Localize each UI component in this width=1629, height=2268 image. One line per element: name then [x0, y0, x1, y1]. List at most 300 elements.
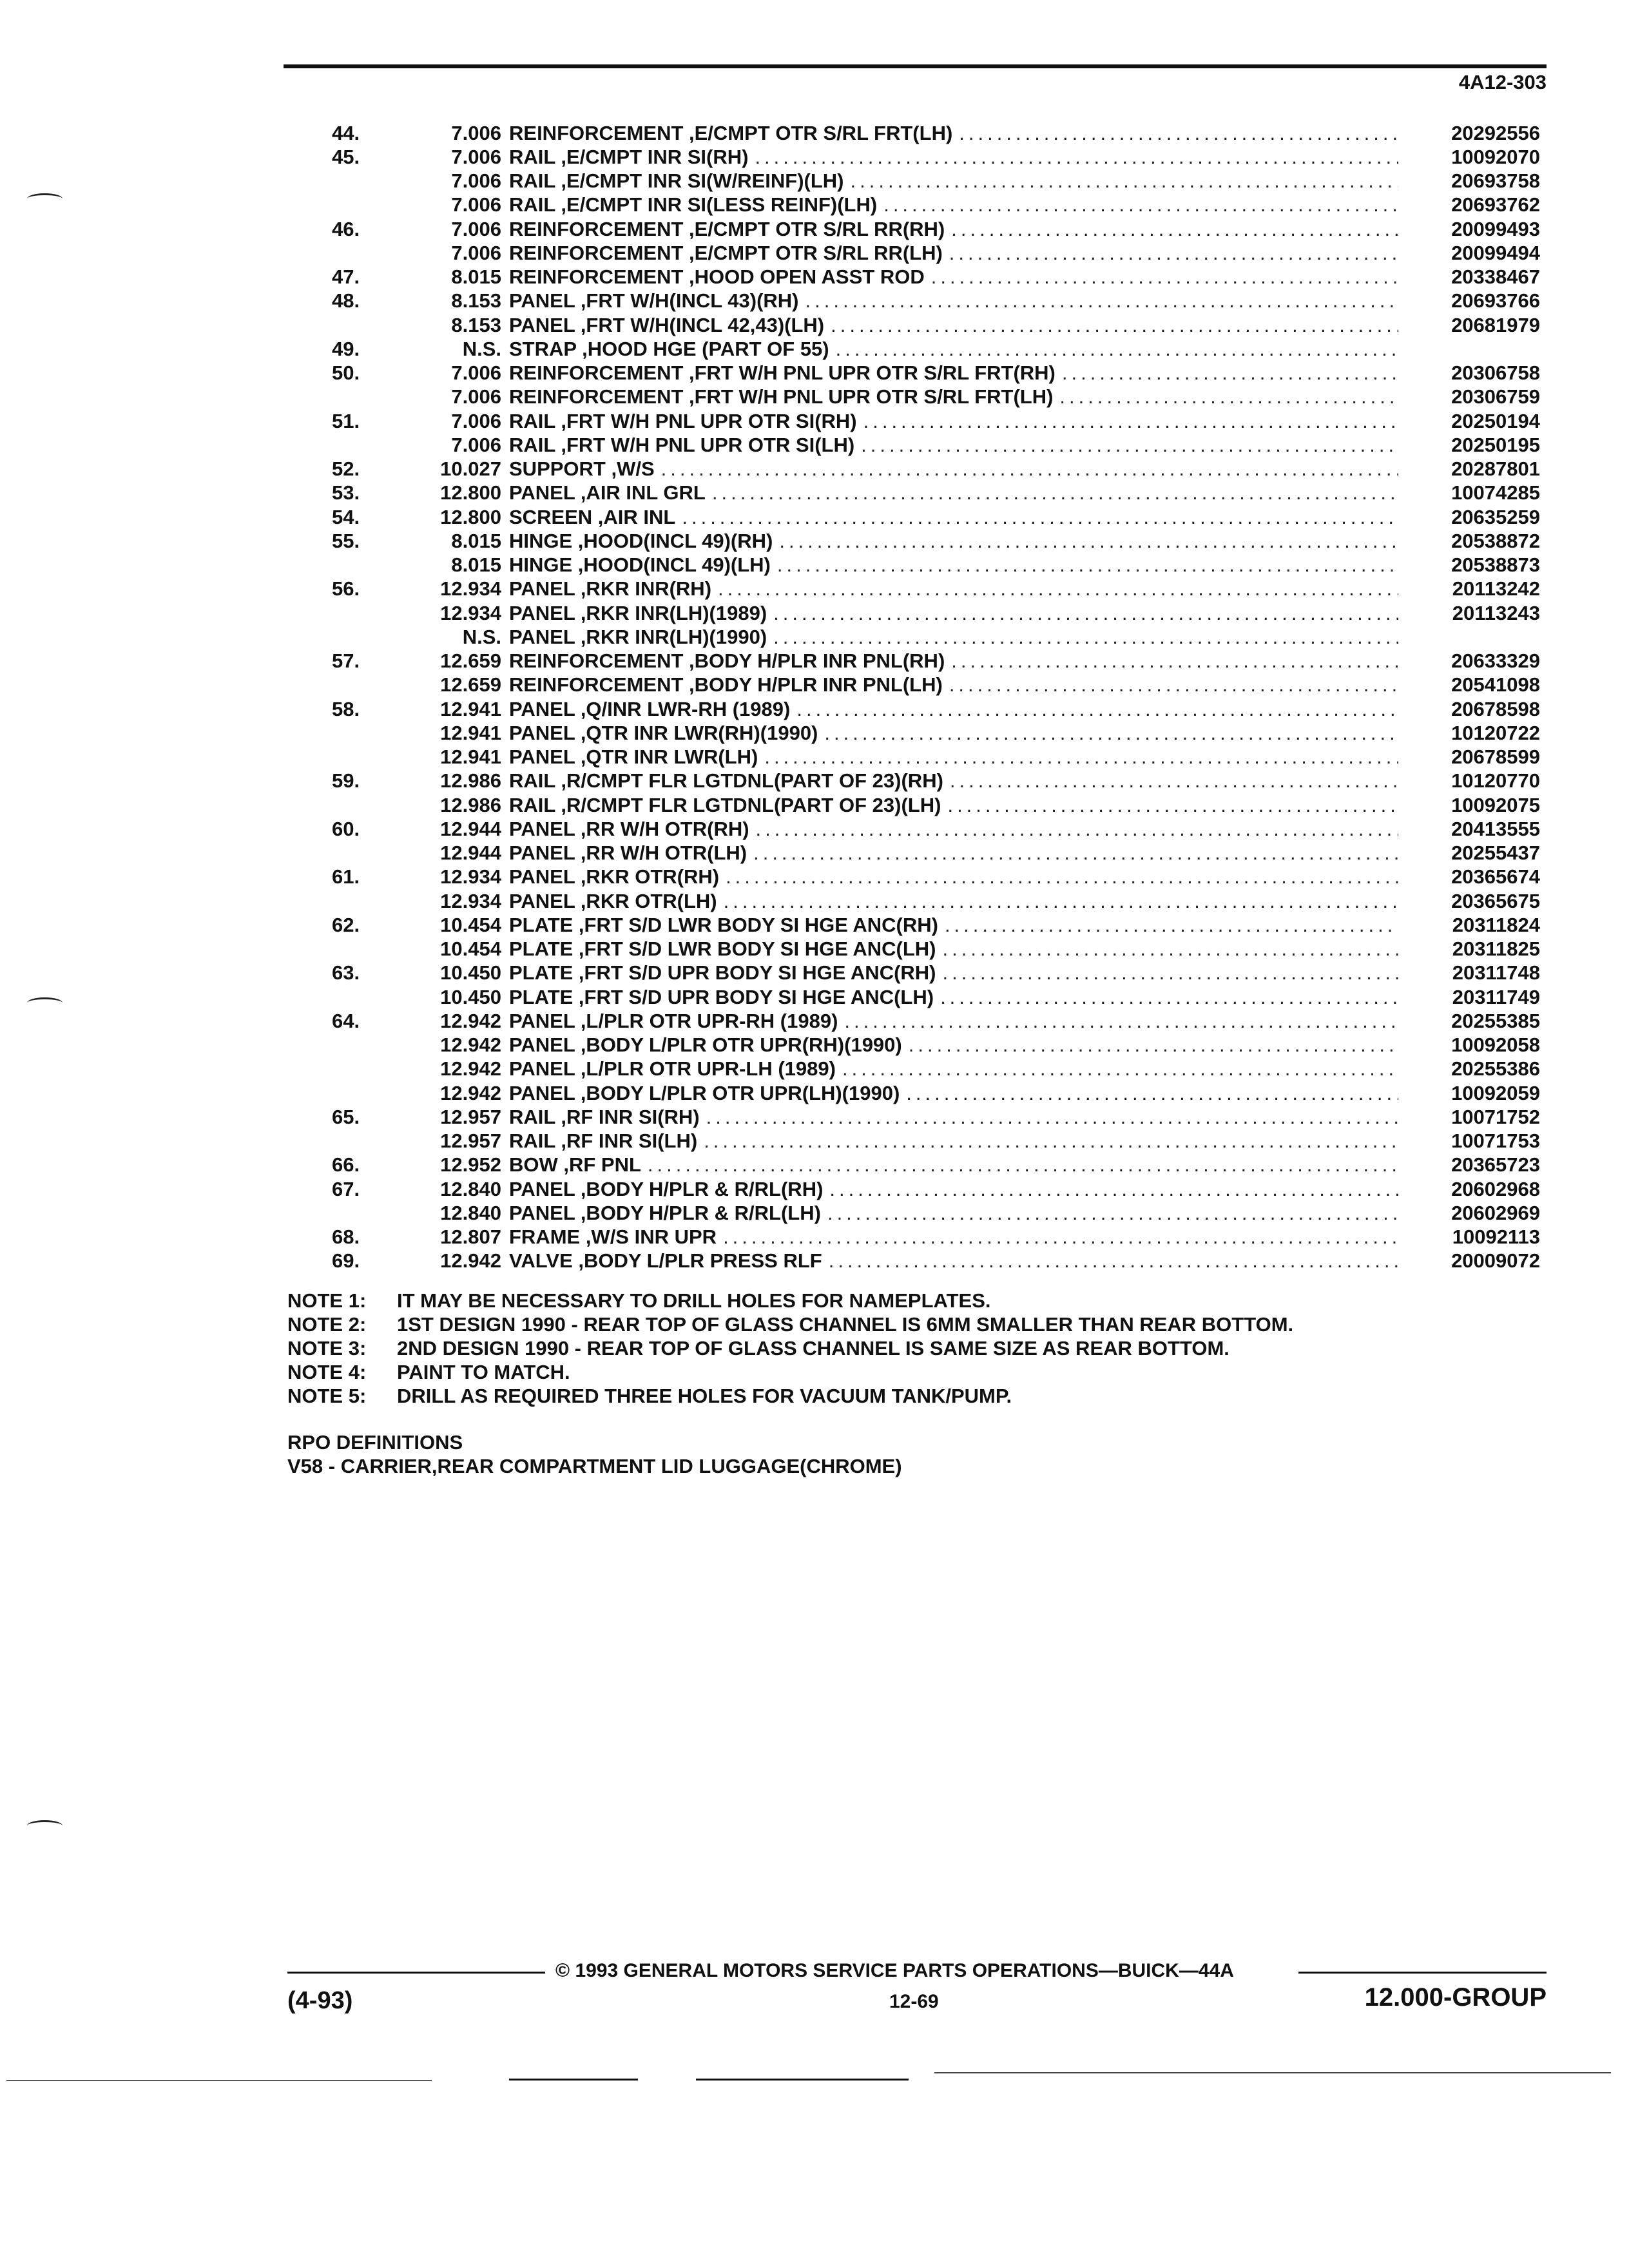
leader-dots: [902, 1033, 1398, 1057]
part-number: 20693758: [1451, 169, 1540, 193]
footer-rule-left: [287, 1972, 545, 1974]
part-description: PANEL ,RR W/H OTR(RH): [509, 817, 749, 840]
part-number: 10071752: [1451, 1105, 1540, 1128]
part-description: SCREEN ,AIR INL: [509, 505, 676, 528]
group-code: 12.659: [440, 673, 501, 697]
part-number: 20541098: [1451, 673, 1540, 697]
scan-line: [934, 2072, 1611, 2073]
part-description: PANEL ,L/PLR OTR UPR-LH (1989): [509, 1057, 836, 1081]
part-description: PANEL ,RKR OTR(LH): [509, 889, 717, 912]
description-cell: [509, 1202, 1398, 1225]
part-number: 20306759: [1451, 385, 1540, 408]
group-code: 7.006: [451, 409, 501, 432]
description-cell: [509, 890, 1398, 913]
group-code: 7.006: [451, 193, 501, 216]
part-description: RAIL ,FRT W/H PNL UPR OTR SI(RH): [509, 409, 857, 432]
part-row: [284, 313, 1540, 337]
group-code: 12.942: [440, 1081, 501, 1104]
part-description: PANEL ,BODY H/PLR & R/RL(RH): [509, 1177, 824, 1200]
leader-dots: [943, 673, 1398, 697]
part-row: [284, 985, 1540, 1009]
footer-group: 12.000-GROUP: [1364, 1983, 1547, 2012]
part-row: [284, 241, 1540, 265]
leader-dots: [767, 626, 1398, 649]
part-row: [284, 361, 1540, 385]
leader-dots: [758, 745, 1398, 769]
group-code: 8.015: [451, 265, 501, 289]
leader-dots: [941, 794, 1398, 817]
description-cell: [509, 1249, 1398, 1273]
item-number: 57.: [332, 649, 360, 673]
description-cell: [509, 937, 1398, 961]
leader-dots: [943, 242, 1398, 265]
description-cell: [509, 506, 1398, 529]
part-description: PLATE ,FRT S/D UPR BODY SI HGE ANC(LH): [509, 985, 934, 1008]
item-number: 59.: [332, 769, 360, 793]
description-cell: [509, 122, 1398, 145]
part-row: [284, 169, 1540, 193]
description-cell: [509, 314, 1398, 337]
group-code: 7.006: [451, 361, 501, 385]
part-number: 20538872: [1451, 529, 1540, 552]
description-cell: [509, 242, 1398, 265]
description-cell: [509, 1225, 1398, 1249]
part-description: PANEL ,RKR INR(LH)(1989): [509, 601, 767, 624]
leader-dots: [1055, 361, 1398, 385]
group-code: 7.006: [451, 433, 501, 456]
description-cell: [509, 1033, 1398, 1057]
group-code: 12.807: [440, 1225, 501, 1249]
description-cell: [509, 1082, 1398, 1105]
note-line: [287, 1384, 1293, 1408]
part-description: PANEL ,RR W/H OTR(LH): [509, 841, 747, 865]
part-description: BOW ,RF PNL: [509, 1153, 641, 1177]
leader-dots: [900, 1082, 1398, 1105]
rpo-heading: RPO DEFINITIONS: [287, 1431, 463, 1454]
part-row: [284, 337, 1540, 361]
group-code: 8.015: [451, 553, 501, 577]
item-number: 60.: [332, 817, 360, 840]
description-cell: [509, 1178, 1398, 1201]
part-row: [284, 289, 1540, 313]
part-description: PANEL ,FRT W/H(INCL 42,43)(LH): [509, 313, 825, 336]
part-number: 20693766: [1451, 289, 1540, 312]
group-code: 7.006: [451, 169, 501, 193]
group-code: N.S.: [462, 337, 501, 360]
description-cell: [509, 961, 1398, 985]
part-number: 20311824: [1452, 913, 1540, 936]
part-description: PANEL ,AIR INL GRL: [509, 481, 706, 505]
header-rule: [284, 64, 1547, 68]
group-code: 12.942: [440, 1249, 501, 1273]
footer-page-number: 12-69: [889, 1991, 939, 2012]
leader-dots: [836, 1057, 1398, 1081]
binder-mark: [27, 997, 63, 1008]
description-cell: [509, 289, 1398, 312]
item-number: 67.: [332, 1177, 360, 1200]
description-cell: [509, 673, 1398, 697]
part-row: [284, 1153, 1540, 1177]
part-row: [284, 433, 1540, 457]
part-description: SUPPORT ,W/S: [509, 457, 655, 481]
part-description: FRAME ,W/S INR UPR: [509, 1225, 717, 1249]
part-row: [284, 193, 1540, 217]
group-code: 12.934: [440, 577, 501, 601]
item-number: 53.: [332, 481, 360, 505]
part-row: [284, 697, 1540, 721]
part-row: [284, 961, 1540, 985]
leader-dots: [945, 218, 1398, 241]
description-cell: [509, 602, 1398, 625]
part-row: [284, 529, 1540, 553]
part-number: 20602968: [1451, 1177, 1540, 1200]
part-number: 20009072: [1451, 1249, 1540, 1273]
group-code: 8.153: [451, 289, 501, 312]
item-number: 50.: [332, 361, 360, 385]
part-row: [284, 385, 1540, 409]
description-cell: [509, 722, 1398, 745]
part-number: 20255437: [1451, 841, 1540, 865]
note-label: NOTE 5:: [287, 1385, 367, 1407]
leader-dots: [936, 937, 1398, 961]
group-code: 12.934: [440, 889, 501, 912]
note-text: 1ST DESIGN 1990 - REAR TOP OF GLASS CHANNEL IS 6MM SMALLER THAN REAR BOTTOM.: [397, 1313, 1294, 1336]
part-description: RAIL ,R/CMPT FLR LGTDNL(PART OF 23)(RH): [509, 769, 943, 793]
leader-dots: [844, 169, 1399, 193]
part-row: [284, 601, 1540, 625]
note-text: PAINT TO MATCH.: [397, 1361, 570, 1383]
part-number: 20633329: [1451, 649, 1540, 673]
part-description: REINFORCEMENT ,E/CMPT OTR S/RL RR(RH): [509, 217, 945, 240]
part-description: PANEL ,RKR INR(LH)(1990): [509, 625, 767, 648]
leader-dots: [824, 314, 1398, 337]
item-number: 54.: [332, 505, 360, 528]
part-number: 20306758: [1451, 361, 1540, 385]
part-row: [284, 1105, 1540, 1129]
group-code: 12.952: [440, 1153, 501, 1177]
group-code: 12.942: [440, 1009, 501, 1032]
group-code: 12.942: [440, 1057, 501, 1081]
note-text: 2ND DESIGN 1990 - REAR TOP OF GLASS CHANNEL IS SAME SIZE AS REAR BOTTOM.: [397, 1337, 1229, 1360]
description-cell: [509, 769, 1398, 793]
description-cell: [509, 626, 1398, 649]
part-description: RAIL ,R/CMPT FLR LGTDNL(PART OF 23)(LH): [509, 793, 941, 816]
part-row: [284, 1033, 1540, 1057]
group-code: 7.006: [451, 145, 501, 168]
note-line: [287, 1289, 1293, 1312]
item-number: 47.: [332, 265, 360, 289]
part-row: [284, 793, 1540, 817]
part-row: [284, 1201, 1540, 1225]
scan-line: [6, 2080, 432, 2081]
description-cell: [509, 457, 1398, 481]
description-cell: [509, 1057, 1398, 1081]
leader-dots: [773, 530, 1398, 553]
group-code: 12.942: [440, 1033, 501, 1057]
item-number: 61.: [332, 865, 360, 889]
part-description: REINFORCEMENT ,E/CMPT OTR S/RL FRT(LH): [509, 121, 953, 144]
group-code: 12.957: [440, 1129, 501, 1153]
part-row: [284, 649, 1540, 673]
part-description: STRAP ,HOOD HGE (PART OF 55): [509, 337, 829, 360]
binder-mark: [27, 193, 63, 204]
part-number: 20681979: [1451, 313, 1540, 336]
part-description: REINFORCEMENT ,E/CMPT OTR S/RL RR(LH): [509, 241, 943, 264]
part-number: 20250194: [1451, 409, 1540, 432]
group-code: 8.153: [451, 313, 501, 336]
part-description: PANEL ,BODY L/PLR OTR UPR(RH)(1990): [509, 1033, 902, 1057]
description-cell: [509, 481, 1398, 505]
part-description: PANEL ,FRT W/H(INCL 43)(RH): [509, 289, 799, 312]
part-description: PANEL ,BODY H/PLR & R/RL(LH): [509, 1201, 821, 1224]
part-number: 20113242: [1452, 577, 1540, 601]
part-row: [284, 745, 1540, 769]
part-description: PLATE ,FRT S/D LWR BODY SI HGE ANC(RH): [509, 913, 938, 936]
part-row: [284, 577, 1540, 601]
part-row: [284, 865, 1540, 889]
description-cell: [509, 1106, 1398, 1129]
leader-dots: [934, 986, 1398, 1009]
footer-date-code: (4-93): [287, 1987, 353, 2014]
part-row: [284, 817, 1540, 841]
part-number: 20413555: [1451, 817, 1540, 840]
item-number: 55.: [332, 529, 360, 552]
note-text: IT MAY BE NECESSARY TO DRILL HOLES FOR NAMEPLATES.: [397, 1289, 991, 1312]
note-label: NOTE 3:: [287, 1337, 367, 1360]
group-code: 7.006: [451, 217, 501, 240]
group-code: 7.006: [451, 385, 501, 408]
part-number: 20365675: [1451, 889, 1540, 912]
part-number: 20255386: [1451, 1057, 1540, 1081]
part-description: REINFORCEMENT ,BODY H/PLR INR PNL(RH): [509, 649, 945, 673]
description-cell: [509, 410, 1398, 433]
description-cell: [509, 698, 1398, 721]
group-code: 10.450: [440, 985, 501, 1008]
description-cell: [509, 794, 1398, 817]
item-number: 65.: [332, 1105, 360, 1128]
group-code: 12.941: [440, 721, 501, 744]
part-row: [284, 409, 1540, 433]
note-text: DRILL AS REQUIRED THREE HOLES FOR VACUUM TANK/PUMP.: [397, 1385, 1012, 1407]
part-description: REINFORCEMENT ,FRT W/H PNL UPR OTR S/RL FRT(LH): [509, 385, 1054, 408]
part-number: 20311749: [1452, 985, 1540, 1008]
notes-section: [287, 1289, 1293, 1408]
leader-dots: [943, 769, 1398, 793]
leader-dots: [675, 506, 1398, 529]
description-cell: [509, 818, 1398, 841]
leader-dots: [1053, 385, 1398, 408]
leader-dots: [818, 722, 1398, 745]
page-code: 4A12-303: [1458, 71, 1547, 93]
part-number: 10092059: [1451, 1081, 1540, 1104]
scan-line: [509, 2079, 638, 2081]
part-description: RAIL ,RF INR SI(RH): [509, 1105, 700, 1128]
description-cell: [509, 193, 1398, 216]
item-number: 46.: [332, 217, 360, 240]
part-number: 20099494: [1451, 241, 1540, 264]
note-label: NOTE 2:: [287, 1313, 367, 1336]
item-number: 45.: [332, 145, 360, 168]
note-line: [287, 1312, 1293, 1336]
leader-dots: [719, 865, 1398, 889]
description-cell: [509, 361, 1398, 385]
part-row: [284, 1081, 1540, 1105]
item-number: 51.: [332, 409, 360, 432]
part-row: [284, 1009, 1540, 1033]
note-label: NOTE 1:: [287, 1289, 367, 1312]
footer-rule-right: [1298, 1972, 1547, 1974]
part-row: [284, 265, 1540, 289]
leader-dots: [823, 1178, 1398, 1201]
part-number: 10092070: [1451, 145, 1540, 168]
part-description: REINFORCEMENT ,HOOD OPEN ASST ROD: [509, 265, 925, 289]
group-code: 12.840: [440, 1201, 501, 1224]
description-cell: [509, 1153, 1398, 1177]
part-row: [284, 721, 1540, 745]
part-description: PANEL ,L/PLR OTR UPR-RH (1989): [509, 1009, 838, 1032]
footer-copyright: © 1993 GENERAL MOTORS SERVICE PARTS OPERATIONS—BUICK—44A: [555, 1960, 1234, 1981]
group-code: 12.944: [440, 841, 501, 865]
part-number: 20255385: [1451, 1009, 1540, 1032]
item-number: 66.: [332, 1153, 360, 1177]
leader-dots: [711, 577, 1398, 601]
part-description: PANEL ,BODY L/PLR OTR UPR(LH)(1990): [509, 1081, 900, 1104]
part-description: PANEL ,RKR OTR(RH): [509, 865, 720, 889]
leader-dots: [747, 841, 1398, 865]
item-number: 62.: [332, 913, 360, 936]
part-row: [284, 1249, 1540, 1273]
description-cell: [509, 745, 1398, 769]
part-number: 20678598: [1451, 697, 1540, 720]
part-number: 20292556: [1451, 121, 1540, 144]
part-number: 20678599: [1451, 745, 1540, 769]
description-cell: [509, 169, 1398, 193]
part-description: PANEL ,Q/INR LWR-RH (1989): [509, 697, 791, 720]
part-number: 10120770: [1451, 769, 1540, 793]
group-code: 8.015: [451, 529, 501, 552]
part-row: [284, 889, 1540, 913]
leader-dots: [641, 1153, 1398, 1177]
note-line: [287, 1336, 1293, 1360]
part-description: REINFORCEMENT ,FRT W/H PNL UPR OTR S/RL FRT(RH): [509, 361, 1055, 385]
description-cell: [509, 986, 1398, 1009]
item-number: 44.: [332, 121, 360, 144]
description-cell: [509, 577, 1398, 601]
group-code: N.S.: [462, 625, 501, 648]
leader-dots: [799, 289, 1399, 312]
leader-dots: [938, 914, 1398, 937]
part-row: [284, 769, 1540, 793]
description-cell: [509, 338, 1398, 361]
group-code: 12.659: [440, 649, 501, 673]
part-row: [284, 505, 1540, 529]
leader-dots: [767, 602, 1398, 625]
description-cell: [509, 649, 1398, 673]
part-row: [284, 1057, 1540, 1081]
leader-dots: [697, 1129, 1398, 1153]
note-label: NOTE 4:: [287, 1361, 367, 1383]
group-code: 12.941: [440, 697, 501, 720]
description-cell: [509, 914, 1398, 937]
leader-dots: [700, 1106, 1398, 1129]
part-number: 20365674: [1451, 865, 1540, 889]
part-row: [284, 553, 1540, 577]
part-description: PANEL ,RKR INR(RH): [509, 577, 712, 601]
part-description: PLATE ,FRT S/D LWR BODY SI HGE ANC(LH): [509, 937, 936, 961]
part-row: [284, 121, 1540, 145]
description-cell: [509, 841, 1398, 865]
part-number: 20635259: [1451, 505, 1540, 528]
group-code: 12.944: [440, 817, 501, 840]
description-cell: [509, 146, 1398, 169]
leader-dots: [854, 434, 1398, 457]
part-description: PANEL ,QTR INR LWR(LH): [509, 745, 758, 769]
part-description: RAIL ,E/CMPT INR SI(LESS REINF)(LH): [509, 193, 878, 216]
part-number: 10074285: [1451, 481, 1540, 505]
scan-line: [696, 2079, 909, 2081]
part-number: 10071753: [1451, 1129, 1540, 1153]
group-code: 12.986: [440, 769, 501, 793]
part-row: [284, 481, 1540, 505]
part-row: [284, 937, 1540, 961]
group-code: 10.450: [440, 961, 501, 985]
part-number: 20365723: [1451, 1153, 1540, 1177]
part-number: 20113243: [1452, 601, 1540, 624]
part-number: 20338467: [1451, 265, 1540, 289]
group-code: 10.454: [440, 913, 501, 936]
rpo-definition: V58 - CARRIER,REAR COMPARTMENT LID LUGGAGE(CHROME): [287, 1455, 902, 1477]
item-number: 58.: [332, 697, 360, 720]
part-description: PLATE ,FRT S/D UPR BODY SI HGE ANC(RH): [509, 961, 936, 985]
part-number: 10092058: [1451, 1033, 1540, 1057]
part-description: PANEL ,QTR INR LWR(RH)(1990): [509, 721, 818, 744]
part-number: 20099493: [1451, 217, 1540, 240]
rpo-section: [287, 1430, 902, 1478]
part-description: HINGE ,HOOD(INCL 49)(LH): [509, 553, 771, 577]
group-code: 12.957: [440, 1105, 501, 1128]
description-cell: [509, 865, 1398, 889]
group-code: 7.006: [451, 241, 501, 264]
description-cell: [509, 265, 1398, 289]
group-code: 12.934: [440, 865, 501, 889]
item-number: 63.: [332, 961, 360, 985]
group-code: 12.800: [440, 481, 501, 505]
group-code: 10.454: [440, 937, 501, 961]
part-description: RAIL ,FRT W/H PNL UPR OTR SI(LH): [509, 433, 855, 456]
part-number: 20311748: [1452, 961, 1540, 985]
group-code: 12.941: [440, 745, 501, 769]
description-cell: [509, 434, 1398, 457]
item-number: 69.: [332, 1249, 360, 1273]
part-row: [284, 1129, 1540, 1153]
part-number: 10092113: [1452, 1225, 1540, 1249]
group-code: 12.986: [440, 793, 501, 816]
description-cell: [509, 553, 1398, 577]
description-cell: [509, 1010, 1398, 1033]
leader-dots: [749, 818, 1398, 841]
part-row: [284, 625, 1540, 649]
group-code: 12.800: [440, 505, 501, 528]
part-number: 20538873: [1451, 553, 1540, 577]
leader-dots: [877, 193, 1398, 216]
description-cell: [509, 530, 1398, 553]
description-cell: [509, 218, 1398, 241]
description-cell: [509, 1129, 1398, 1153]
leader-dots: [706, 481, 1398, 505]
part-row: [284, 841, 1540, 865]
part-description: REINFORCEMENT ,BODY H/PLR INR PNL(LH): [509, 673, 943, 697]
item-number: 52.: [332, 457, 360, 481]
